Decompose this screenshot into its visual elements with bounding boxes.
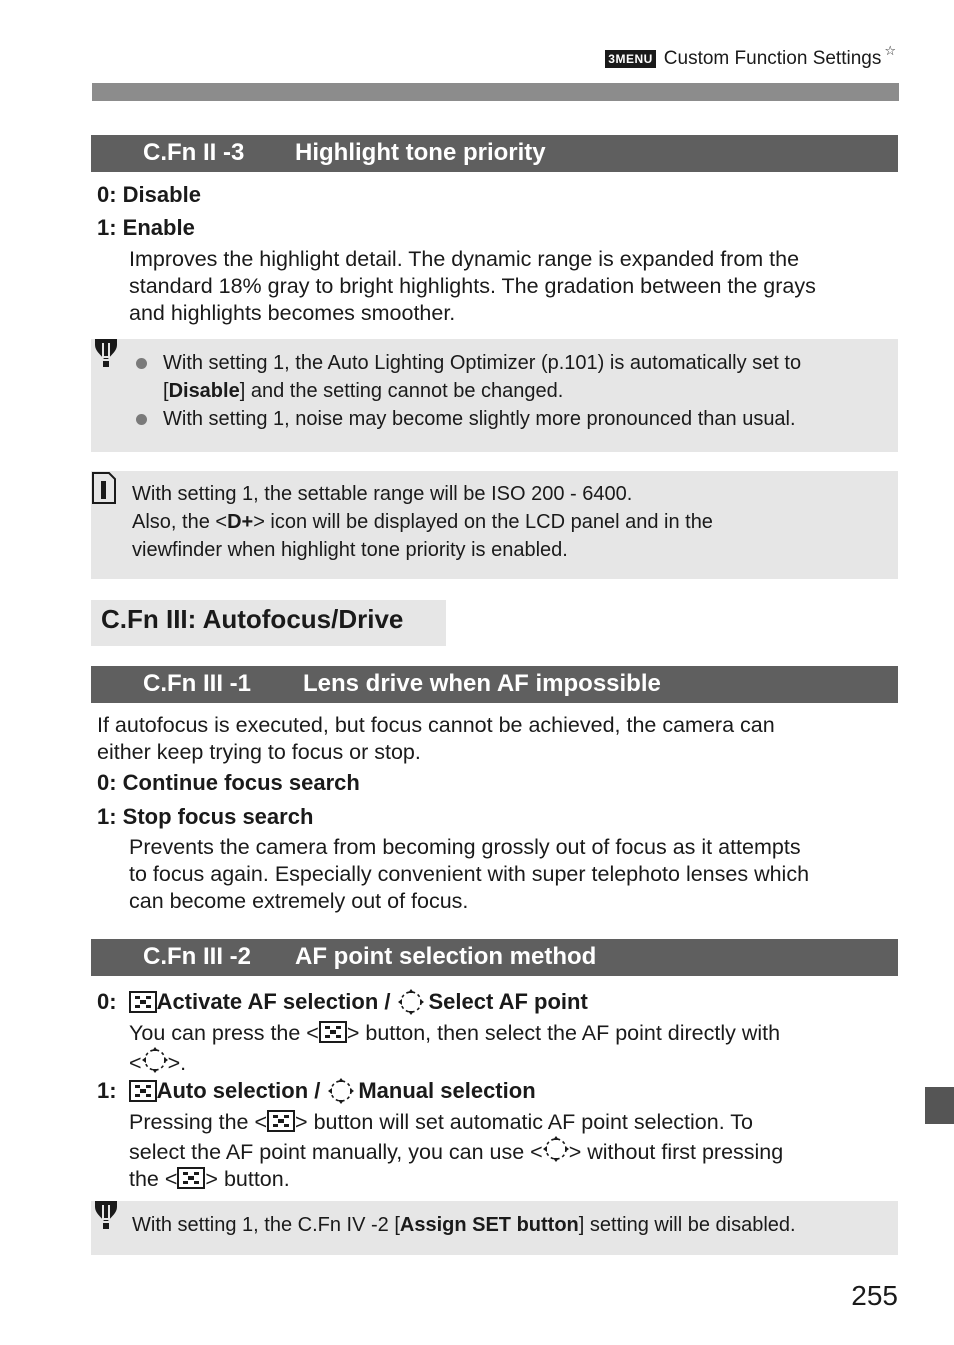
note-icon xyxy=(91,471,117,505)
option-text: Activate AF selection / xyxy=(156,989,391,1014)
caution-icon xyxy=(91,339,121,369)
desc-line xyxy=(129,1166,899,1193)
text: the < xyxy=(129,1167,178,1191)
section-title: Lens drive when AF impossible xyxy=(303,670,661,697)
option-continue-focus: 0: Continue focus search xyxy=(97,770,360,795)
group-heading-text: C.Fn III: Autofocus/Drive xyxy=(101,604,404,634)
caution-icon xyxy=(91,1201,121,1231)
note-line: viewfinder when highlight tone priority is enabled. xyxy=(132,539,568,561)
enable-description xyxy=(129,246,899,327)
star-icon: ☆ xyxy=(884,43,896,58)
desc-line: and highlights becomes smoother. xyxy=(129,301,456,325)
activate-af-description xyxy=(129,1020,899,1077)
top-rule xyxy=(92,83,899,101)
bullet-icon xyxy=(136,358,147,369)
desc-line xyxy=(129,1109,899,1136)
d-plus-icon: D+ xyxy=(227,511,254,533)
bullet-item xyxy=(136,349,886,405)
af-select-icon xyxy=(177,1167,205,1189)
chapter-tab xyxy=(925,1087,954,1124)
text: Pressing the < xyxy=(129,1110,268,1134)
group-heading xyxy=(91,600,446,646)
desc-line: Prevents the camera from becoming grossly out of focus as it attempts xyxy=(129,835,801,859)
option-enable: 1: Enable xyxy=(97,215,195,240)
menu-badge: 3MENU xyxy=(605,50,656,68)
af-select-icon xyxy=(267,1110,295,1132)
desc-line: to focus again. Especially convenient with super telephoto lenses which xyxy=(129,862,810,886)
note-line: With setting 1, the settable range will be ISO 200 - 6400. xyxy=(132,483,633,505)
section-bar-highlight-tone xyxy=(91,135,898,172)
text: ] and the setting cannot be changed. xyxy=(239,380,564,402)
running-header xyxy=(605,43,896,70)
option-number: 1: xyxy=(97,1078,117,1103)
bullet-line: With setting 1, the Auto Lighting Optimizer (p.101) is automatically set to xyxy=(163,352,802,374)
multi-controller-icon xyxy=(142,1047,168,1073)
text: With setting 1, the C.Fn IV -2 [ xyxy=(132,1214,400,1236)
option-auto-selection xyxy=(97,1078,536,1104)
text: [ xyxy=(163,380,169,402)
option-number: 0: xyxy=(97,989,117,1014)
text: >. xyxy=(167,1051,187,1075)
desc-line xyxy=(129,1136,899,1166)
note-text xyxy=(132,480,892,564)
text: > icon will be displayed on the LCD panel and in the xyxy=(253,511,713,533)
option-stop-focus: 1: Stop focus search xyxy=(97,804,314,829)
bullet-text xyxy=(163,349,801,405)
option-disable: 0: Disable xyxy=(97,182,201,207)
text: select the AF point manually, you can use < xyxy=(129,1140,543,1164)
bullet-text: With setting 1, noise may become slightly more pronounced than usual. xyxy=(163,408,796,430)
option-activate-af xyxy=(97,989,588,1015)
caution-box xyxy=(91,1201,898,1255)
multi-controller-icon xyxy=(543,1136,569,1162)
desc-line xyxy=(129,1020,899,1047)
bold-term: Disable xyxy=(168,380,240,402)
caution-box xyxy=(91,339,898,452)
lens-drive-intro xyxy=(97,712,897,766)
text: You can press the < xyxy=(129,1021,319,1045)
section-code: C.Fn III -1 xyxy=(143,670,251,697)
intro-line: either keep trying to focus or stop. xyxy=(97,740,421,764)
option-text: Auto selection / xyxy=(156,1078,321,1103)
bullet-item xyxy=(136,405,886,433)
stop-focus-description xyxy=(129,834,899,915)
text: > button, then select the AF point directly with xyxy=(346,1021,781,1045)
multi-controller-icon xyxy=(328,1078,354,1104)
page-number: 255 xyxy=(851,1280,898,1311)
desc-line: Improves the highlight detail. The dynamic range is expanded from the xyxy=(129,247,800,271)
af-select-icon xyxy=(129,1080,157,1102)
text: > button. xyxy=(205,1167,290,1191)
text: > button will set automatic AF point selection. To xyxy=(295,1110,753,1134)
option-text: Manual selection xyxy=(358,1078,536,1103)
bullet-line xyxy=(163,377,801,405)
note-line xyxy=(132,508,892,536)
intro-line: If autofocus is executed, but focus cannot be achieved, the camera can xyxy=(97,713,775,737)
section-code: C.Fn III -2 xyxy=(143,943,251,970)
text: > without first pressing xyxy=(568,1140,784,1164)
header-title: Custom Function Settings xyxy=(663,48,882,69)
section-title: AF point selection method xyxy=(295,943,597,970)
caution-bullets xyxy=(136,349,886,433)
text: < xyxy=(129,1051,142,1075)
auto-selection-description xyxy=(129,1109,899,1193)
af-select-icon xyxy=(319,1021,347,1043)
section-code: C.Fn II -3 xyxy=(143,139,245,166)
note-box xyxy=(91,471,898,579)
bullet-icon xyxy=(136,414,147,425)
caution-text xyxy=(132,1211,892,1239)
section-bar-af-point-selection xyxy=(91,939,898,976)
text: Also, the < xyxy=(132,511,228,533)
desc-line: can become extremely out of focus. xyxy=(129,889,469,913)
desc-line: standard 18% gray to bright highlights. The gradation between the grays xyxy=(129,274,816,298)
multi-controller-icon xyxy=(398,989,424,1015)
desc-line xyxy=(129,1047,899,1077)
af-select-icon xyxy=(129,991,157,1013)
section-title: Highlight tone priority xyxy=(295,139,546,166)
bold-term: Assign SET button xyxy=(399,1214,579,1236)
section-bar-lens-drive xyxy=(91,666,898,703)
text: ] setting will be disabled. xyxy=(578,1214,796,1236)
option-text: Select AF point xyxy=(428,989,588,1014)
